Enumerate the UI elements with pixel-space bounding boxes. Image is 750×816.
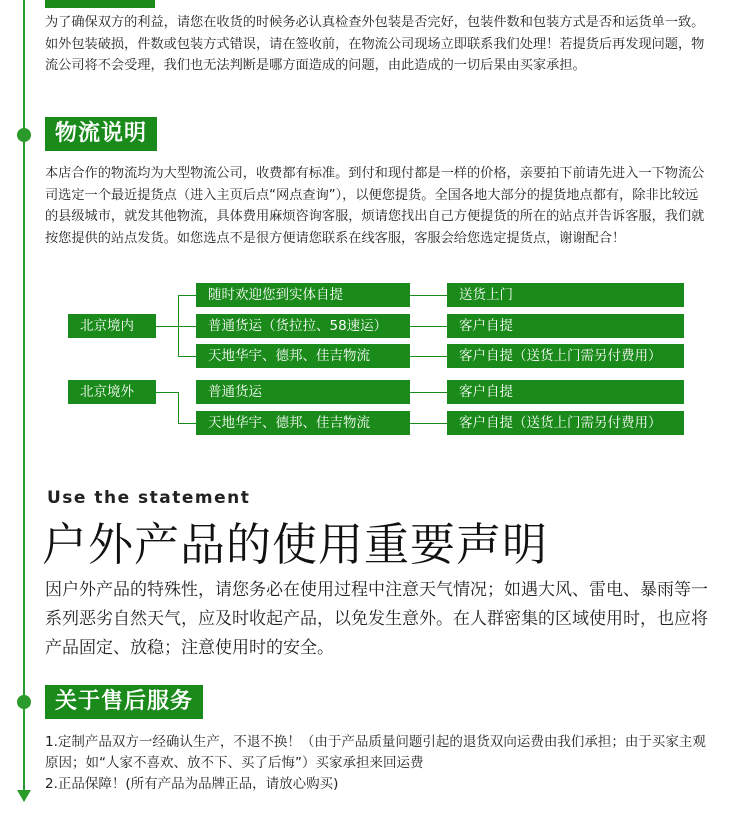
region-label-beijing-in: 北京境内 [68, 314, 156, 338]
connector-line [156, 326, 178, 327]
aftersale-heading: 关于售后服务 [45, 685, 203, 719]
connector-line [410, 295, 447, 296]
logistics-heading: 物流说明 [45, 117, 157, 151]
connector-line [156, 392, 178, 393]
result-box: 客户自提（送货上门需另付费用） [447, 411, 684, 435]
timeline-dot [17, 695, 31, 709]
connector-line [178, 392, 179, 423]
result-box: 客户自提 [447, 380, 684, 404]
connector-line [410, 423, 447, 424]
aftersale-line-1: 1.定制产品双方一经确认生产，不退不换！（由于产品质量问题引起的退货双向运费由我们承担；由于买家主观原因；如“人家不喜欢、放不下、买了后悔”）买家承担来回运费 [45, 734, 706, 771]
connector-line [410, 392, 447, 393]
method-box: 普通货运 [196, 380, 410, 404]
logistics-paragraph: 本店合作的物流均为大型物流公司，收费都有标准。到付和现付都是一样的价格，亲要拍下前请先进入一下物流公司选定一个最近提货点（进入主页后点“网点查询”），以便您提货。全国各地大部分的提货地点都有，除非比较远的县级城市，就发其他物流，具体费用麻烦咨询客服，烦请您找出自己方便提货的所在的站点并告诉客服，我们就按您提供的站点发货。如您选点不是很方便请您联系在线客服，客服会给您选定提货点，谢谢配合！ [45, 166, 705, 246]
region-label-beijing-out: 北京境外 [68, 380, 156, 404]
connector-line [178, 423, 196, 424]
timeline-arrow-icon [17, 790, 31, 802]
intro-paragraph: 为了确保双方的利益，请您在收货的时候务必认真检查外包装是否完好，包装件数和包装方式是否和运货单一致。如外包装破损，件数或包装方式错误，请在签收前，在物流公司现场立即联系我们处理！若提货后再发现问题，物流公司将不会受理，我们也无法判断是哪方面造成的问题，由此造成的一切后果由买家承担。 [45, 15, 705, 73]
method-box: 普通货运（货拉拉、58速运） [196, 314, 410, 338]
connector-line [178, 356, 196, 357]
aftersale-line-2: 2.正品保障！(所有产品为品牌正品，请放心购买) [45, 776, 339, 792]
connector-line [410, 326, 447, 327]
timeline-dot [17, 128, 31, 142]
method-box: 天地华宇、德邦、佳吉物流 [196, 411, 410, 435]
top-accent-bar [45, 0, 155, 8]
statement-paragraph: 因户外产品的特殊性，请您务必在使用过程中注意天气情况；如遇大风、雷电、暴雨等一系列恶劣自然天气，应及时收起产品，以免发生意外。在人群密集的区域使用时，也应将产品固定、放稳；注意使用时的安全。 [45, 580, 708, 658]
timeline-line [23, 0, 25, 795]
connector-line [178, 295, 196, 296]
result-box: 客户自提（送货上门需另付费用） [447, 344, 684, 368]
result-box: 送货上门 [447, 283, 684, 307]
aftersale-text [45, 732, 710, 795]
method-box: 天地华宇、德邦、佳吉物流 [196, 344, 410, 368]
statement-title: 户外产品的使用重要声明 [42, 518, 549, 571]
result-box: 客户自提 [447, 314, 684, 338]
connector-line [178, 326, 196, 327]
statement-english-subtitle: Use the statement [47, 488, 251, 508]
connector-line [410, 356, 447, 357]
method-box: 随时欢迎您到实体自提 [196, 283, 410, 307]
